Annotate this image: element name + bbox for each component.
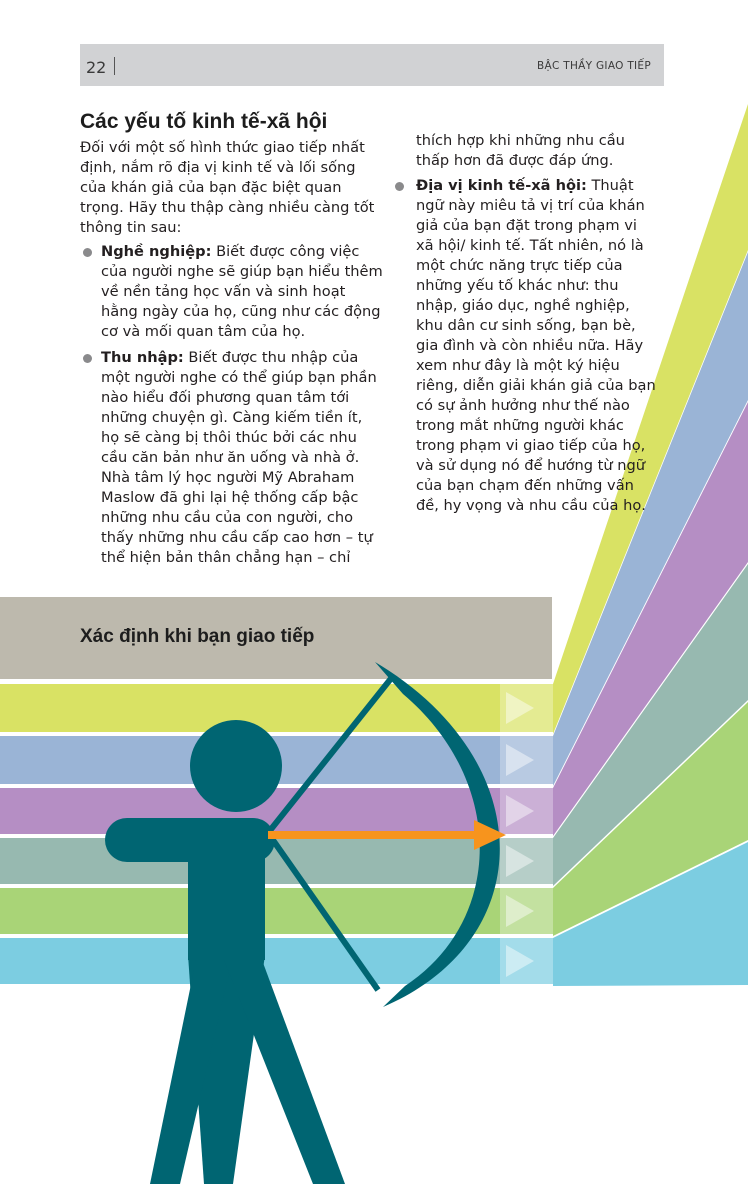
bullet-term: Địa vị kinh tế-xã hội:: [416, 177, 587, 194]
section-title: Các yếu tố kinh tế-xã hội: [80, 110, 328, 133]
bullet-term: Nghề nghiệp:: [101, 243, 212, 260]
stripe-yellow: [0, 684, 553, 732]
stripe-cyan: [0, 938, 553, 984]
text-column-left: [80, 138, 384, 574]
running-title: BẬC THẦY GIAO TIẾP: [536, 60, 651, 72]
continuation-paragraph: thích hợp khi những nhu cầu thấp hơn đã được đáp ứng.: [416, 132, 625, 169]
bullet-occupation: [80, 242, 384, 342]
bullet-list: [80, 242, 384, 568]
page-number-divider: [114, 57, 115, 75]
page-number: 22: [86, 58, 107, 77]
intro-paragraph: Đối với một số hình thức giao tiếp nhất định, nắm rõ địa vị kinh tế và lối sống của khán giả của bạn đặc biệt quan trọng. Hãy thu thập càng nhiều càng tốt thông tin sau:: [80, 139, 375, 236]
bullet-text: Thuật ngữ này miêu tả vị trí của khán giả của bạn đặt trong phạm vi xã hội/ kinh tế. Tất nhiên, nó là một chức năng trực tiếp của những yếu tố khác như: thu nhập, giáo dục, nghề nghiệp, khu dân cư sinh sống, bạn bè, gia đình và còn nhiều nữa. Hãy xem như đây là một ký hiệu riêng, diễn giải khán giả của bạn có sự ảnh hưởng như thế nào trong mắt những người khác trong phạm vi giao tiếp của họ, và sử dụng nó để hướng từ ngữ của bạn chạm đến những vấn đề, hy vọng và nhu cầu của họ.: [416, 177, 656, 514]
bullet-text: Biết được công việc của người nghe sẽ giúp bạn hiểu thêm về nền tảng học vấn và sinh hoạt hằng ngày của họ, cũng như các động cơ và mối quan tâm của họ.: [101, 243, 383, 340]
bullet-socioeconomic-status: [416, 176, 656, 516]
text-column-right: [416, 131, 656, 522]
bullet-term: Thu nhập:: [101, 349, 184, 366]
bullet-list: [416, 176, 656, 516]
stripe-end-caps: [500, 684, 553, 984]
bullet-text: Biết được thu nhập của một người nghe có thể giúp bạn phần nào hiểu đối phương quan tâm tới những chuyện gì. Càng kiếm tiền ít, họ sẽ càng bị thôi thúc bởi các nhu cầu căn bản như ăn uống và nhà ở. Nhà tâm lý học người Mỹ Abraham Maslow đã ghi lại hệ thống cấp bậc những nhu cầu của con người, cho thấy những nhu cầu cấp cao hơn – tự thể hiện bản thân chẳng hạn – chỉ: [101, 349, 377, 566]
bullet-income: [80, 348, 384, 568]
banner-title: Xác định khi bạn giao tiếp: [80, 626, 315, 647]
